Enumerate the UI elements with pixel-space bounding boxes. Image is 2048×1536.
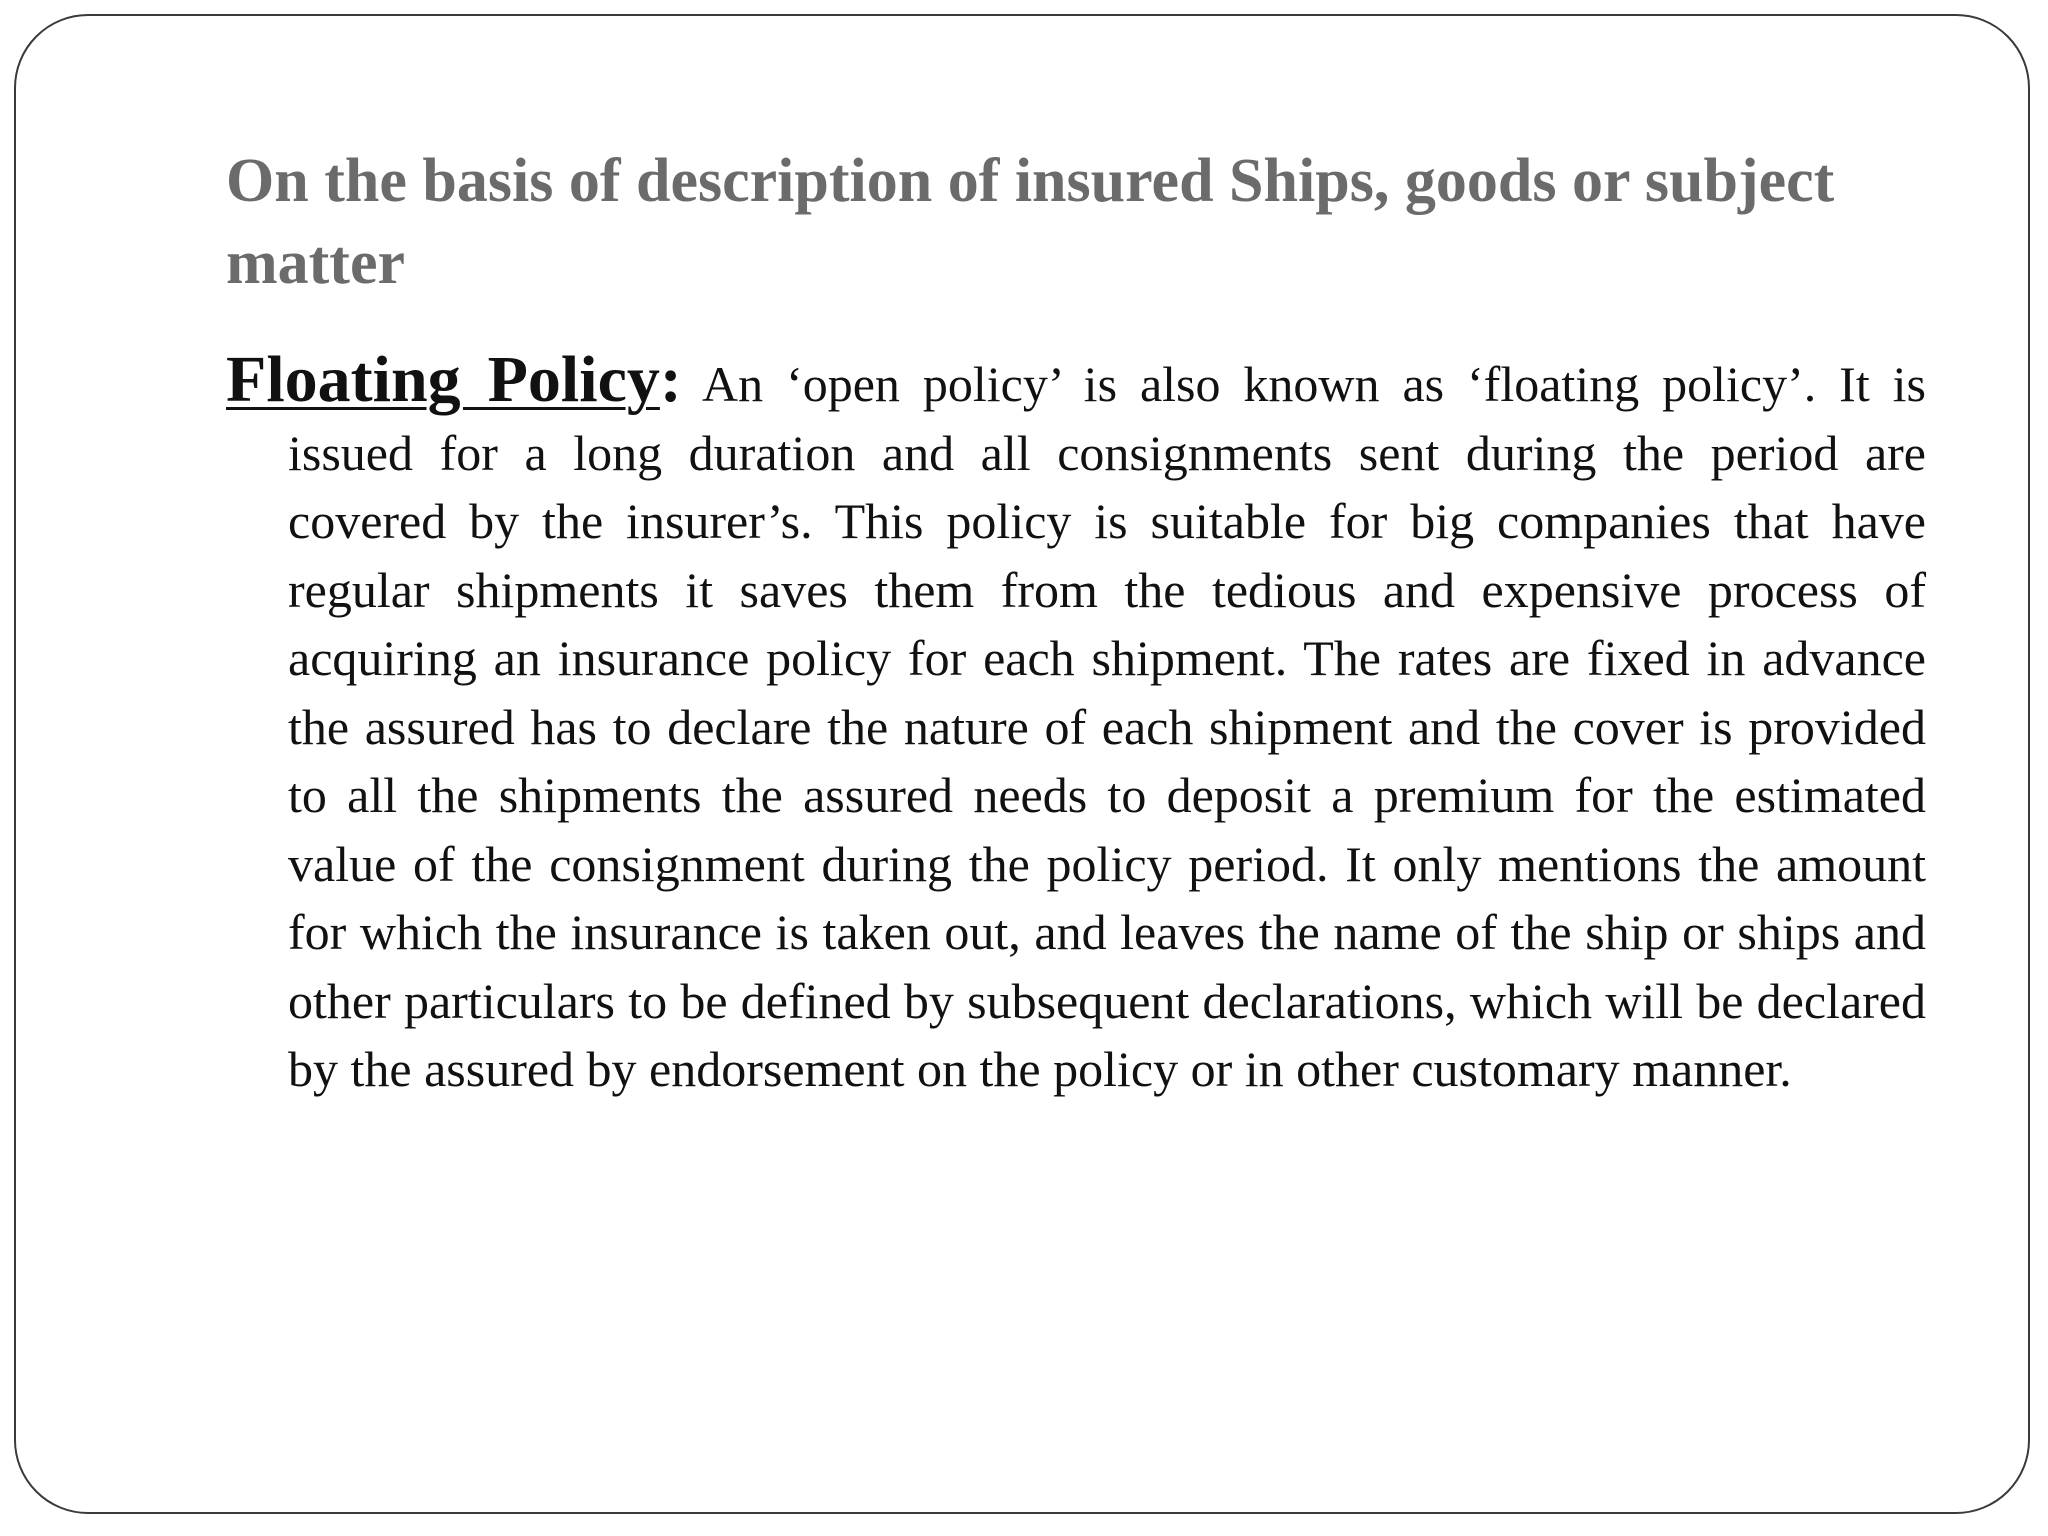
term-definition: An ‘open policy’ is also known as ‘floating policy’. It is issued for a long duration and all consignments sent during the period are covered by the insurer’s. This policy is suitable for big companies that have regular shipments it saves them from the tedious and expensive process of acquiring an insurance policy for each shipment. The rates are fixed in advance the assured has to declare the nature of each shipment and the cover is provided to all the shipments the assured needs to deposit a premium for the estimated value of the consignment during the policy period. It only mentions the amount for which the insurance is taken out, and leaves the name of the ship or ships and other particulars to be defined by subsequent declarations, which will be declared by the assured by endorsement on the policy or in other customary manner. <box>288 356 1926 1097</box>
term-heading: Floating Policy <box>226 343 660 416</box>
term-colon: : <box>659 343 682 416</box>
slide-body <box>226 343 1926 1104</box>
slide-title: On the basis of description of insured Ships, goods or subject matter <box>226 147 1835 297</box>
